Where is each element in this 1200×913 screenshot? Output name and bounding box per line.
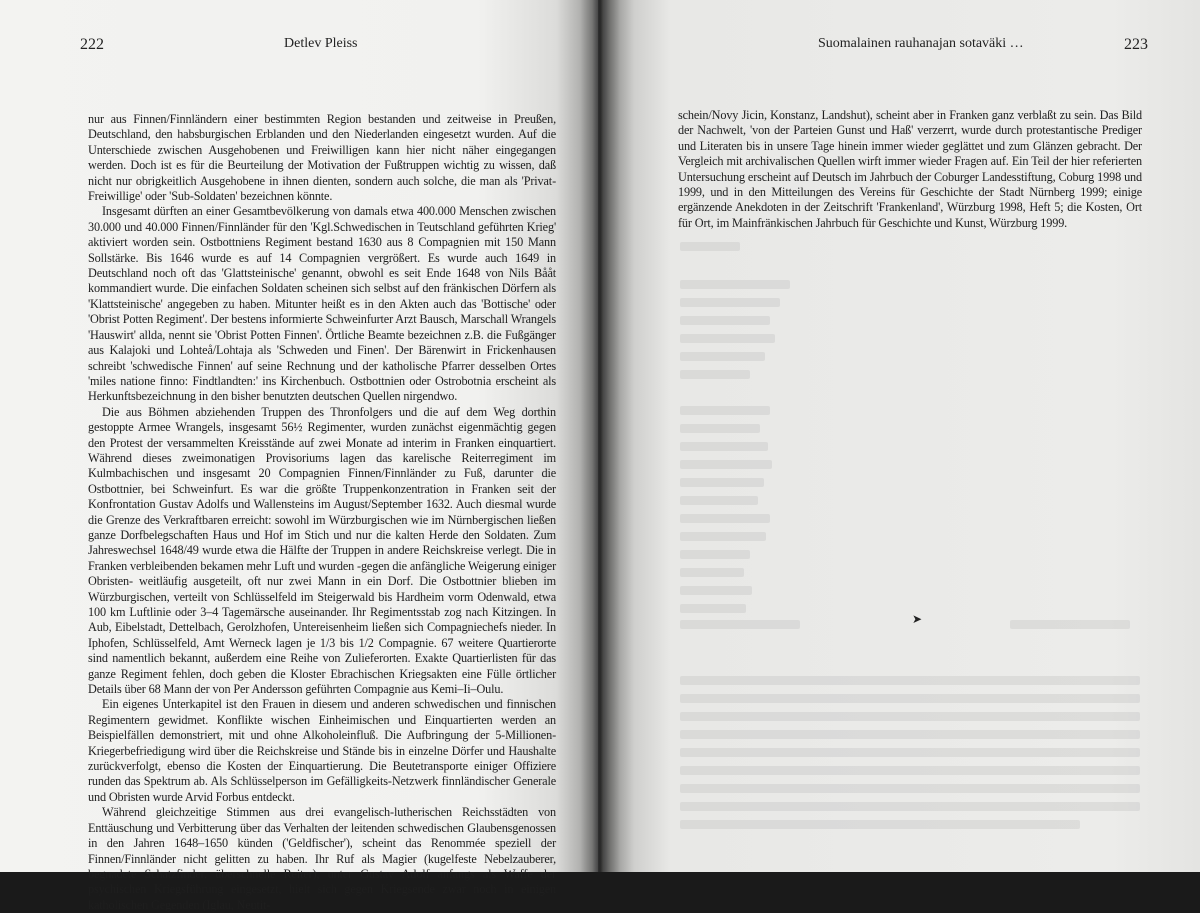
left-running-head: Detlev Pleiss — [284, 36, 358, 51]
right-running-head: Suomalainen rauhanajan sotaväki … — [818, 36, 1024, 51]
left-body-text — [88, 112, 556, 913]
paragraph: schein/Novy Jicin, Konstanz, Landshut), scheint aber in Franken ganz verblaßt zu sein. Das Bild der Nachwelt, 'von der Parteien Gunst und Haß' verzerrt, wurde durch protestantische Prediger und Literaten bis in unsere Tage hinein immer wieder geglättet und zum Glänzen gebracht. Der Vergleich mit archivalischen Quellen wirft immer wieder Fragen auf. Ein Teil der hier referierten Untersuchung erscheint auf Deutsch im Jahrbuch der Coburger Landesstiftung, Coburg 1998 und 1999, und in den Mitteilungen des Vereins für Geschichte der Stadt Nürnberg 1999; einige ergänzende Anekdoten in der Zeitschrift 'Frankenland', Würzburg 1998, Heft 5; die Kosten, Ort für Ort, im Mainfränkischen Jahrbuch für Geschichte und Kunst, Würzburg 1999. — [678, 108, 1142, 230]
paragraph: Die aus Böhmen abziehenden Truppen des Thronfolgers und die auf dem Weg dorthin gestoppte Armee Wrangels, insgesamt 56½ Regimenter, wurden zunächst eigenmächtig gegen den Protest der versammelten Kreisstände auf zwei Monate ad interim in Franken einquartiert. Während dieses zweimonatigen Provisoriums lagen das karelische Reiterregiment im Kulmbachischen und insgesamt 20 Compagnien Finnen/Finnländer zu Fuß, darunter die Ostbottnier, bei Schweinfurt. Es war die größte Truppenkonzentration in Franken seit der Konfrontation Gustav Adolfs und Wallensteins im August/September 1632. Auch diesmal wurde die Grenze des Verkraftbaren erreicht: sowohl im Würzburgischen wie im Nürnbergischen ließen ganze Dorfbelegschaften Haus und Hof im Stich und nur die kalten Herde den Soldaten. Zum Jahreswechsel 1648/49 wurde etwa die Hälfte der Truppen in andere Reichskreise verlegt. Die in Franken verbleibenden bekamen mehr Luft und wurden -gegen die anfängliche Weigerung einiger Obristen- weitläufig ausgeteilt, oft nur zwei Mann in ein Dorf. Die Ostbottnier blieben im Würzburgischen, verteilt von Schlüsselfeld im Steigerwald bis Hardheim vorm Odenwald, etwa 100 km Luftlinie oder 3–4 Tagemärsche auseinander. Ihr Regimentsstab zog nach Kitzingen. In Aub, Eibelstadt, Dettelbach, Gerolzhofen, Untereisenheim ließen sich Compagniechefs nieder. In Iphofen, Schlüsselfeld, Amt Werneck lagen je 1/3 bis 1/2 Compagnie. 67 weitere Quartierorte sind namentlich bekannt, außerdem eine Reihe von Zulieferorten. Exakte Quartierlisten für das ganze Regiment fehlen, doch geben die Kloster Ebrachischen Kriegsakten eine Fülle örtlicher Details über 68 Mann der von Per Andersson geführten Compagnie aus Kemi–Ii–Oulu. — [88, 404, 556, 697]
book-gutter-shadow — [580, 0, 620, 872]
paragraph: nur aus Finnen/Finnländern einer bestimmten Region bestanden und zeitweise in Preußen, Deutschland, den habsburgischen Erblanden und den Niederlanden eingesetzt wurden. Auf die Unterschiede zwischen Ausgehobenen und Freiwilligen kann hier nicht näher eingegangen werden. Doch ist es für die Beurteilung der Motivation der Fußtruppen wichtig zu wissen, daß nicht nur obrigkeitlich Ausgehobene in ihnen dienten, sondern auch solche, die man als 'Privat-Freiwillige' oder 'Sub-Soldaten' bezeichnen könnte. — [88, 112, 556, 204]
paragraph: Während gleichzeitige Stimmen aus drei evangelisch-lutherischen Reichsstädten von Enttäuschung und Verbitterung über das Verhalten der leitenden schwedischen Glaubensgenossen in den Jahren 1648–1650 künden ('Geldfischer'), scheint das Renommée speziell der Finnen/Finnländer nicht gelitten zu haben. Ihr Ruf als Magier (kugelfeste Nebelzauberer, begnadete Schatzfinder, überschnelle Reiter), unter Gustav Adolf anfangs als Waffe der psychischen Kriegsführung eingesetzt, hielt sich gegen Kriegsende zwar noch in einigen katholischen Gegenden (Iglau, Neutit- — [88, 805, 556, 912]
left-page-number: 222 — [80, 36, 104, 53]
paragraph: Insgesamt dürften an einer Gesamtbevölkerung von damals etwa 400.000 Menschen zwischen 30.000 und 40.000 Finnen/Finnländer für den 'Kgl.Schwedischen in Teutschland geführten Krieg' aktiviert worden sein. Ostbottniens Regiment bestand 1630 aus 8 Compagnien mit 150 Mann Sollstärke. Bis 1646 wurde es auf 14 Compagnien vergrößert. Es wurde auch 1649 in Deutschland noch oft das 'Glattsteinische' genannt, obwohl es seit Ende 1648 von Nils Bååt kommandiert wurde. Die einfachen Soldaten scheinen sich selbst auf den fränkischen Dörfern als 'Klattsteinische' angegeben zu haben. Mitunter heißt es in den Akten auch das 'Bottische' oder 'Obrist Potten Regiment'. Der bestens informierte Schweinfurter Arzt Bausch, Marschall Wrangels 'Hauswirt' allda, nennt sie 'Obrist Potten Finnen'. Örtliche Beamte bezeichnen z.B. die Fußgänger aus Kalajoki und Lohteå/Lohtaja als 'Schweden und Finen'. Der Bärenwirt in Frickenhausen schreibt 'schwedische Finnen' auf seine Rechnung und der katholische Pfarrer desselben Ortes 'miles natione finno: Findtlandten:' ins Kirchenbuch. Ostbottnien oder Ostrobotnia erscheint als Herkunftsbezeichnung in den bisher benutzten deutschen Quellen nirgendwo. — [88, 204, 556, 404]
pen-mark: ➤ — [912, 612, 923, 626]
right-page-number: 223 — [1124, 36, 1148, 53]
paragraph: Ein eigenes Unterkapitel ist den Frauen in diesem und anderen schwedischen und finnischen Regimentern gewidmet. Konflikte wischen Einheimischen und Einquartierten werden an Beispielfällen demonstriert, mit und ohne Alkoholeinfluß. Die Aufbringung der 5-Millionen-Kriegerbefriedigung wird über die Reichskreise und Stände bis in einzelne Dörfer und Haushalte zurückverfolgt, ebenso die Kosten der Einquartierung. Die Beutetransporte einiger Offiziere runden das Spektrum ab. Als Schlüsselperson im Gefälligkeits-Netzwerk finnländischer Generale und Obristen wurde Arvid Forbus entdeckt. — [88, 697, 556, 804]
left-page — [0, 0, 598, 912]
right-body-text — [678, 108, 1142, 231]
